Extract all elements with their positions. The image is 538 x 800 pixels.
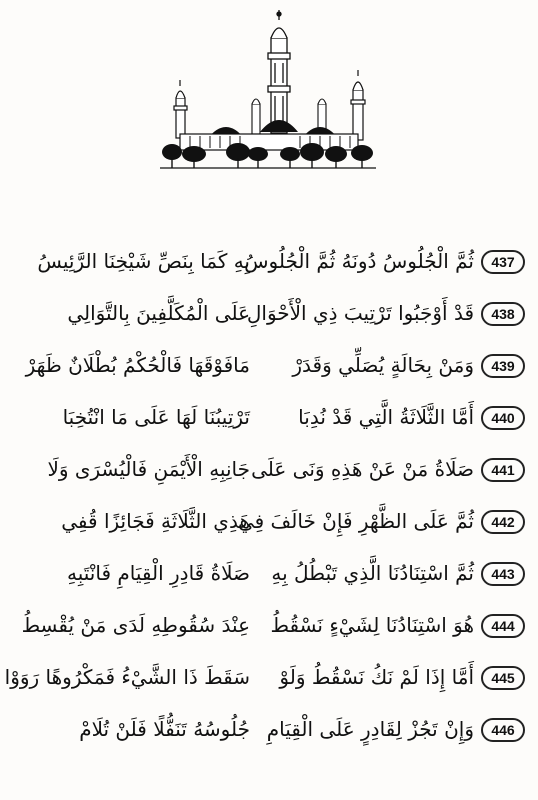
verse-second-hemistich: جَانِبِهِ الْأَيْمَنِ فَالْيُسْرَى وَلَا xyxy=(47,457,250,481)
verse-row xyxy=(0,718,538,770)
verse-second-hemistich: صَلَاةُ قَادِرِ الْقِيَامِ فَانْتَبِهِ xyxy=(67,561,250,585)
verse-row xyxy=(0,458,538,510)
verse-row xyxy=(0,354,538,406)
verse-number-badge: 446 xyxy=(481,718,525,742)
verse-row xyxy=(0,302,538,354)
verse-number-badge: 441 xyxy=(481,458,525,482)
verse-row xyxy=(0,250,538,302)
verse-first-hemistich: وَإِنْ تَجُزْ لِقَادِرٍ عَلَى الْقِيَامِ xyxy=(266,717,474,741)
verse-row xyxy=(0,614,538,666)
verse-first-hemistich: وَمَنْ بِحَالَةٍ يُصَلِّي وَقَدَرْ xyxy=(292,353,474,377)
verse-list xyxy=(0,250,538,770)
verse-number-badge: 440 xyxy=(481,406,525,430)
verse-first-hemistich: ثُمَّ عَلَى الظَّهْرِ فَإِنْ خَالَفَ فِي xyxy=(237,509,474,533)
verse-row xyxy=(0,666,538,718)
verse-number-badge: 443 xyxy=(481,562,525,586)
verse-second-hemistich: هَذِي الثَّلَاثَةِ فَجَائِزًا قُفِي xyxy=(61,509,250,533)
verse-row xyxy=(0,562,538,614)
verse-first-hemistich: ثُمَّ اسْتِنَادُنَا الَّذِي تَبْطُلُ بِهِ xyxy=(271,561,474,585)
verse-first-hemistich: صَلَاةُ مَنْ عَنْ هَذِهِ وَنَى عَلَى xyxy=(251,457,474,481)
verse-number-badge: 438 xyxy=(481,302,525,326)
verse-row xyxy=(0,406,538,458)
verse-row xyxy=(0,510,538,562)
verse-second-hemistich: عَلَى الْمُكَلَّفِينَ بِالتَّوَالِي xyxy=(67,301,250,325)
verse-number-badge: 437 xyxy=(481,250,525,274)
verse-number-badge: 442 xyxy=(481,510,525,534)
verse-second-hemistich: تَرْتِيبُنَا لَهَا عَلَى مَا انْتُخِبَا xyxy=(62,405,250,429)
verse-second-hemistich: عِنْدَ سُقُوطِهِ لَدَى مَنْ يُقْسِطُ xyxy=(21,613,250,637)
verse-number-badge: 445 xyxy=(481,666,525,690)
verse-first-hemistich: قَدْ أَوْجَبُوا تَرْتِيبَ ذِي الْأَحْوَالِ xyxy=(246,301,474,325)
verse-second-hemistich: بِهِ كَمَا بِنَصِّ شَيْخِنَا الرَّئِيسُ xyxy=(37,249,250,273)
verse-first-hemistich: أَمَّا إِذَا لَمْ نَكُ نَسْقُطُ وَلَوْ xyxy=(279,665,474,689)
verse-first-hemistich: ثُمَّ الْجُلُوسُ دُونَهُ ثُمَّ الْجُلُوسُ xyxy=(244,249,474,273)
verse-first-hemistich: هُوَ اسْتِنَادُنَا لِشَيْءٍ نَسْقُطُ xyxy=(270,613,474,637)
verse-number-badge: 444 xyxy=(481,614,525,638)
verse-second-hemistich: سَقَطَ ذَا الشَّيْءُ فَمَكْرُوهًا رَوَوْا xyxy=(4,665,250,689)
verse-number-badge: 439 xyxy=(481,354,525,378)
verse-second-hemistich: جُلُوسُهُ تَنَفُّلًا فَلَنْ تُلَامْ xyxy=(79,717,250,741)
verse-second-hemistich: مَافَوْقَهَا فَالْحُكْمُ بُطْلَانٌ ظَهَرْ xyxy=(25,353,250,377)
verse-first-hemistich: أَمَّا الثَّلَاثَةُ الَّتِي قَدْ نُدِبَا xyxy=(298,405,474,429)
mosque-illustration xyxy=(160,8,376,173)
